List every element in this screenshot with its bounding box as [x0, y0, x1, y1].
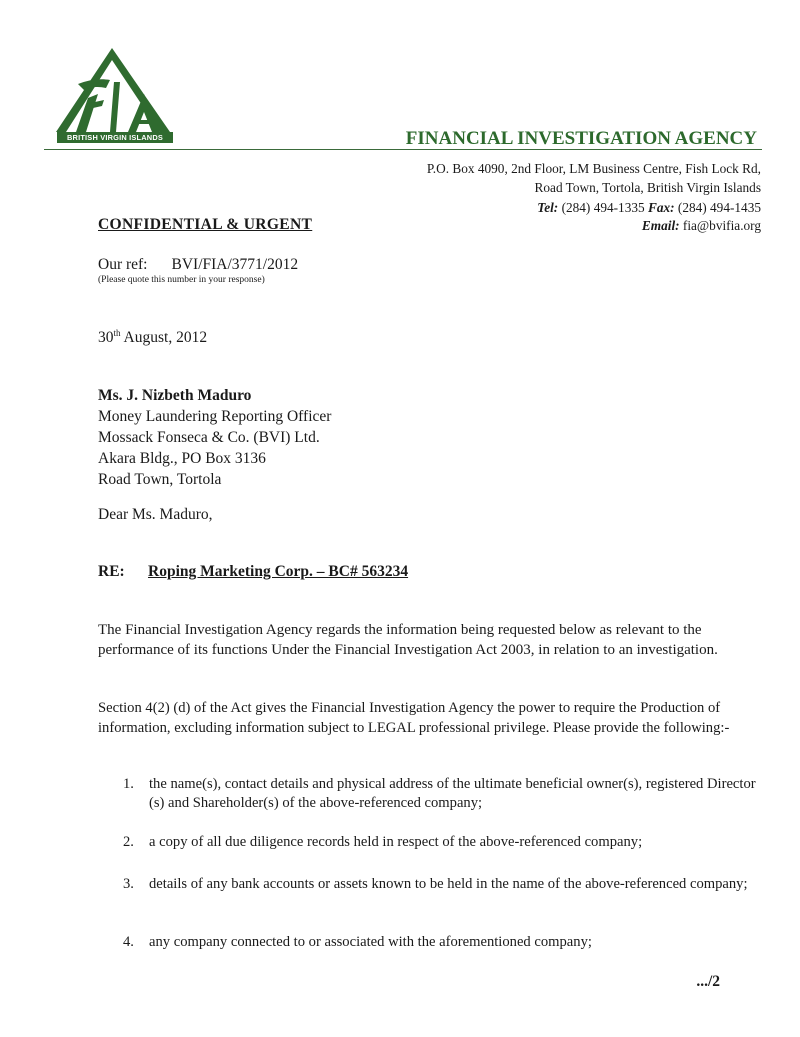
agency-name: FINANCIAL INVESTIGATION AGENCY	[405, 128, 757, 149]
tel-value: (284) 494-1335	[561, 200, 645, 215]
address-line-1: P.O. Box 4090, 2nd Floor, LM Business Centre, Fish Lock Rd,	[426, 161, 761, 176]
fax-value: (284) 494-1435	[677, 200, 761, 215]
date-rest: August, 2012	[120, 329, 208, 347]
email-label: Email:	[641, 218, 680, 233]
tel-label: Tel:	[537, 200, 559, 215]
paragraph-1: The Financial Investigation Agency regards the information being requested below as relevant to the performance of its functions Under the Financial Investigation Act 2003, in relation to an investigation.	[98, 622, 718, 658]
logo-caption: BRITISH VIRGIN ISLANDS	[57, 132, 173, 143]
address-line-2: Road Town, Tortola, British Virgin Islands	[534, 180, 761, 195]
item-text: a copy of all due diligence records held in respect of the above-referenced company;	[149, 834, 643, 850]
item-number: 2.	[123, 834, 134, 850]
item-number: 3.	[123, 876, 134, 892]
ref-note: (Please quote this number in your response)	[98, 275, 265, 285]
re-label: RE:	[98, 563, 125, 580]
list-item	[123, 775, 759, 813]
paragraph-2: Section 4(2) (d) of the Act gives the Financial Investigation Agency the power to require the Production of information, excluding information subject to LEGAL professional privilege. Please provide the following:-	[98, 700, 730, 736]
list-item	[123, 875, 759, 894]
recipient-line-2: Mossack Fonseca & Co. (BVI) Ltd.	[98, 429, 320, 446]
item-text: details of any bank accounts or assets known to be held in the name of the above-referenced company;	[149, 876, 748, 892]
date-day: 30	[98, 329, 114, 347]
recipient-line-1: Money Laundering Reporting Officer	[98, 408, 332, 425]
re-subject: Roping Marketing Corp. – BC# 563234	[148, 563, 409, 580]
subject-line	[98, 563, 408, 581]
recipient-name: Ms. J. Nizbeth Maduro	[98, 387, 252, 404]
date-suffix: th	[113, 328, 121, 338]
agency-contact	[537, 199, 761, 235]
fax-label: Fax:	[647, 200, 675, 215]
item-number: 1.	[123, 776, 134, 792]
email-value: fia@bvifia.org	[682, 218, 761, 233]
page-continuation: .../2	[696, 973, 720, 990]
recipient-block	[98, 385, 331, 490]
salutation: Dear Ms. Maduro,	[98, 506, 213, 523]
phone-fax-line	[537, 199, 761, 217]
recipient-line-4: Road Town, Tortola	[98, 471, 222, 488]
reference	[98, 256, 298, 274]
list-item	[123, 833, 759, 852]
email-line	[537, 217, 761, 235]
ref-value: BVI/FIA/3771/2012	[171, 256, 299, 273]
list-item	[123, 933, 759, 952]
confidential-heading: CONFIDENTIAL & URGENT	[98, 216, 313, 233]
header-rule	[44, 149, 762, 150]
logo-f-top	[78, 79, 110, 90]
logo-i	[110, 82, 120, 132]
agency-address	[427, 159, 761, 197]
item-text: the name(s), contact details and physical address of the ultimate beneficial owner(s), registered Director (s) and Shareholder(s) of the above-referenced company;	[149, 776, 756, 811]
recipient-line-3: Akara Bldg., PO Box 3136	[98, 450, 266, 467]
item-text: any company connected to or associated with the aforementioned company;	[149, 934, 592, 950]
item-number: 4.	[123, 934, 134, 950]
fia-logo	[48, 44, 178, 144]
ref-label: Our ref:	[98, 256, 148, 273]
letter-date	[98, 328, 207, 347]
